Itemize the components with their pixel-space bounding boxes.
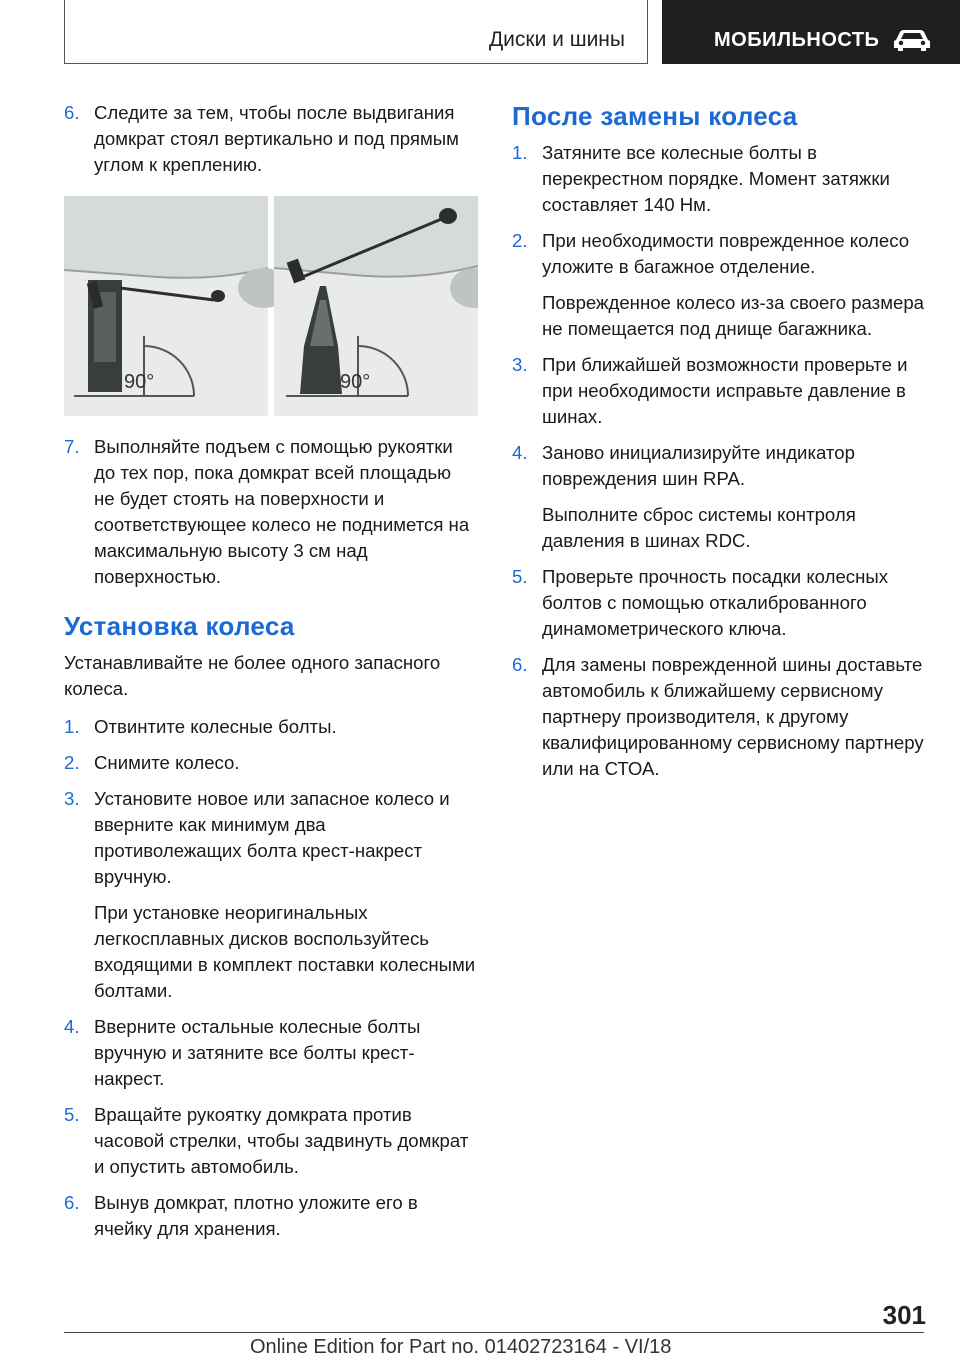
step-number: 5.	[512, 566, 528, 587]
page-number: 301	[882, 1300, 926, 1330]
steps-list-mid	[64, 434, 476, 590]
footer-divider	[64, 1332, 924, 1333]
step-number: 2.	[64, 752, 80, 773]
section-title: Диски и шины	[488, 28, 625, 51]
step-number: 2.	[512, 230, 528, 251]
section-heading-after: После замены колеса	[512, 101, 798, 131]
step-text: Отвинтите колесные болты.	[94, 716, 337, 737]
list-item	[512, 140, 932, 218]
step-text: При необходимости поврежденное колесо уложите в багажное отделение.	[542, 230, 910, 277]
chapter-title: МОБИЛЬНОСТЬ	[714, 29, 880, 51]
car-icon	[892, 26, 932, 52]
steps-list-top	[64, 100, 476, 178]
list-item	[64, 100, 476, 178]
step-number: 1.	[512, 142, 528, 163]
header-section-box	[64, 0, 648, 64]
step-number: 6.	[64, 1192, 80, 1213]
step-text: При установке неоригинальных легкосплавных дисков воспользуйтесь входящими в комплект поставки колесными болтами.	[94, 902, 476, 1001]
step-text: Снимите колесо.	[94, 752, 240, 773]
step-number: 4.	[512, 442, 528, 463]
step-text: Для замены поврежденной шины доставьте автомобиль к ближайшему сервисному партнеру производителя, к другому квалифицированному сервисному партнеру или на СТОА.	[542, 654, 924, 779]
list-item	[64, 750, 476, 776]
list-item	[512, 564, 932, 642]
step-text: Вращайте рукоятку домкрата против часовой стрелки, чтобы задвинуть домкрат и опустить автомобиль.	[94, 1104, 469, 1177]
steps-list-after	[512, 140, 932, 782]
svg-text:90°: 90°	[340, 371, 371, 393]
step-text: При ближайшей возможности проверьте и при необходимости исправьте давление в шинах.	[542, 354, 908, 427]
step-text: Следите за тем, чтобы после выдвигания домкрат стоял вертикально и под прямым углом к креплению.	[94, 102, 459, 175]
step-text: Выполняйте подъем с помощью рукоятки до тех пор, пока домкрат всей площадью не будет стоять на поверхности и соответствующее колесо не поднимется на максимальную высоту 3 см над поверхностью.	[94, 436, 470, 587]
jack-illustration	[64, 196, 478, 416]
list-item	[64, 786, 476, 1004]
step-number: 3.	[64, 788, 80, 809]
step-text: Вверните остальные колесные болты вручную и затяните все болты крест-накрест.	[94, 1016, 421, 1089]
list-item	[64, 1014, 476, 1092]
list-item	[512, 652, 932, 782]
step-text: Выполните сброс системы контроля давления в шинах RDC.	[542, 504, 856, 551]
step-text: Установите новое или запасное колесо и вверните как минимум два противолежащих болта крест-накрест вручную.	[94, 788, 450, 887]
list-item	[64, 1190, 476, 1242]
list-item	[512, 440, 932, 554]
step-number: 1.	[64, 716, 80, 737]
install-intro: Устанавливайте не более одного запасного колеса.	[64, 652, 441, 699]
step-number: 4.	[64, 1016, 80, 1037]
steps-list-install	[64, 714, 476, 1242]
section-heading-install: Установка колеса	[64, 611, 295, 641]
list-item	[512, 228, 932, 342]
chapter-tab[interactable]	[662, 0, 960, 64]
step-text: Затяните все колесные болты в перекрестном порядке. Момент затяжки составляет 140 Нм.	[542, 142, 890, 215]
step-number: 6.	[64, 102, 80, 123]
step-text: Вынув домкрат, плотно уложите его в ячейку для хранения.	[94, 1192, 418, 1239]
step-number: 7.	[64, 436, 80, 457]
left-column	[64, 100, 476, 1252]
svg-text:90°: 90°	[124, 371, 155, 393]
step-text: Заново инициализируйте индикатор повреждения шин RPA.	[542, 442, 855, 489]
list-item	[64, 714, 476, 740]
list-item	[64, 434, 476, 590]
list-item	[512, 352, 932, 430]
list-item	[64, 1102, 476, 1180]
step-text: Проверьте прочность посадки колесных болтов с помощью откалиброванного динамометрического ключа.	[542, 566, 889, 639]
step-text: Поврежденное колесо из-за своего размера не помещается под днище багажника.	[542, 292, 925, 339]
step-number: 3.	[512, 354, 528, 375]
step-number: 6.	[512, 654, 528, 675]
step-number: 5.	[64, 1104, 80, 1125]
right-column	[512, 100, 932, 792]
edition-note: Online Edition for Part no. 01402723164 - VI/18	[250, 1336, 672, 1358]
